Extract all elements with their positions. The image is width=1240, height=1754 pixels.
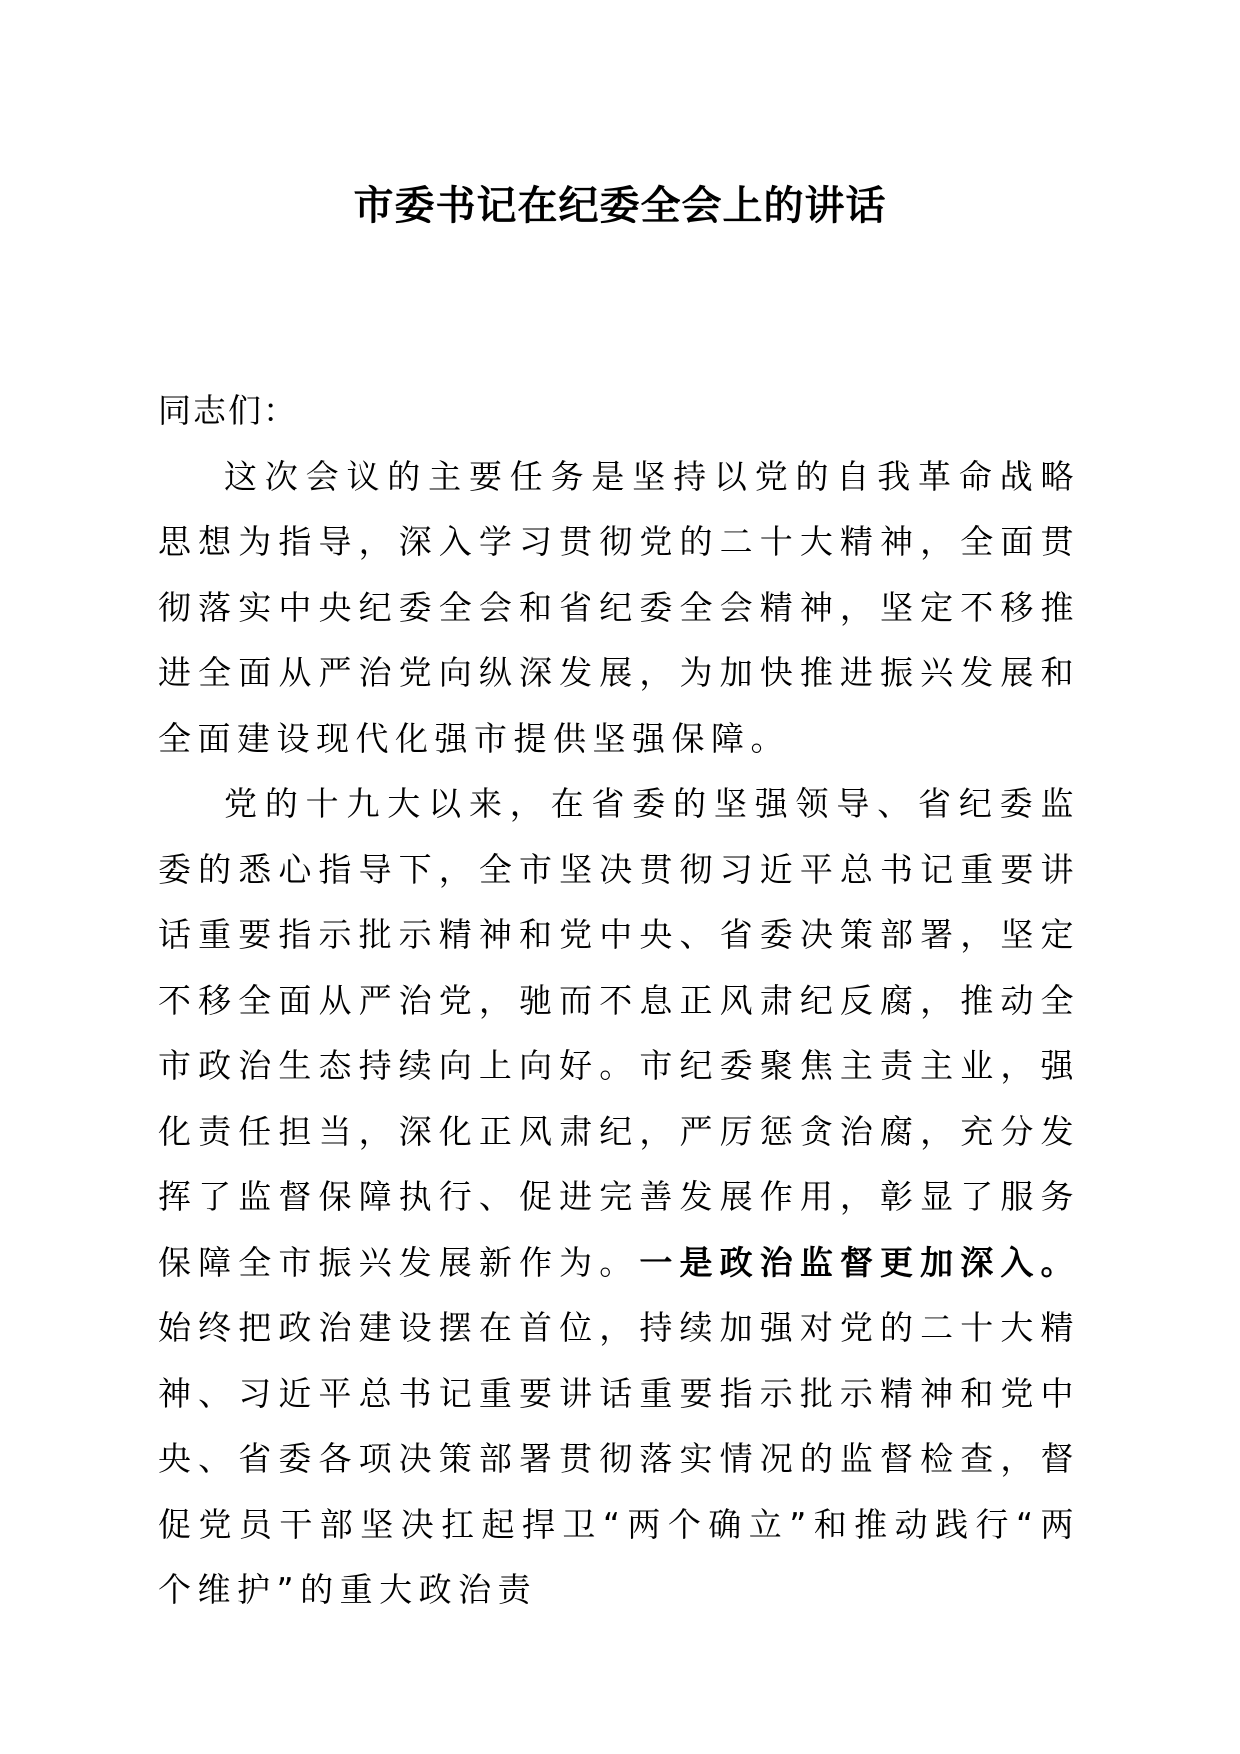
document-body — [158, 378, 1080, 1623]
paragraph-1: 这次会议的主要任务是坚持以党的自我革命战略思想为指导，深入学习贯彻党的二十大精神，全面贯彻落实中央纪委全会和省纪委全会精神，坚定不移推进全面从严治党向纵深发展，为加快推进振兴发展和全面建设现代化强市提供坚强保障。 — [158, 456, 1080, 758]
paragraph-2-intro: 党的十九大以来，在省委的坚强领导、省纪委监委的悉心指导下，全市坚决贯彻习近平总书记重要讲话重要指示批示精神和党中央、省委决策部署，坚定不移全面从严治党，驰而不息正风肃纪反腐，推动全市政治生态持续向上向好。市纪委聚焦主责主业，强化责任担当，深化正风肃纪，严厉惩贪治腐，充分发挥了监督保障执行、促进完善发展作用，彰显了服务保障全市振兴发展新作为。 — [158, 784, 1080, 1282]
paragraph-2-bold-heading: 一是政治监督更加深入。 — [639, 1242, 1081, 1282]
document-title: 市委书记在纪委全会上的讲话 — [353, 182, 887, 229]
paragraph-2 — [158, 771, 1080, 1623]
salutation: 同志们： — [158, 391, 298, 430]
paragraph-2-continuation: 始终把政治建设摆在首位，持续加强对党的二十大精神、习近平总书记重要讲话重要指示批示精神和党中央、省委各项决策部署贯彻落实情况的监督检查，督促党员干部坚决扛起捍卫“两个确立”和推动践行“两个维护”的重大政治责 — [158, 1308, 1080, 1609]
